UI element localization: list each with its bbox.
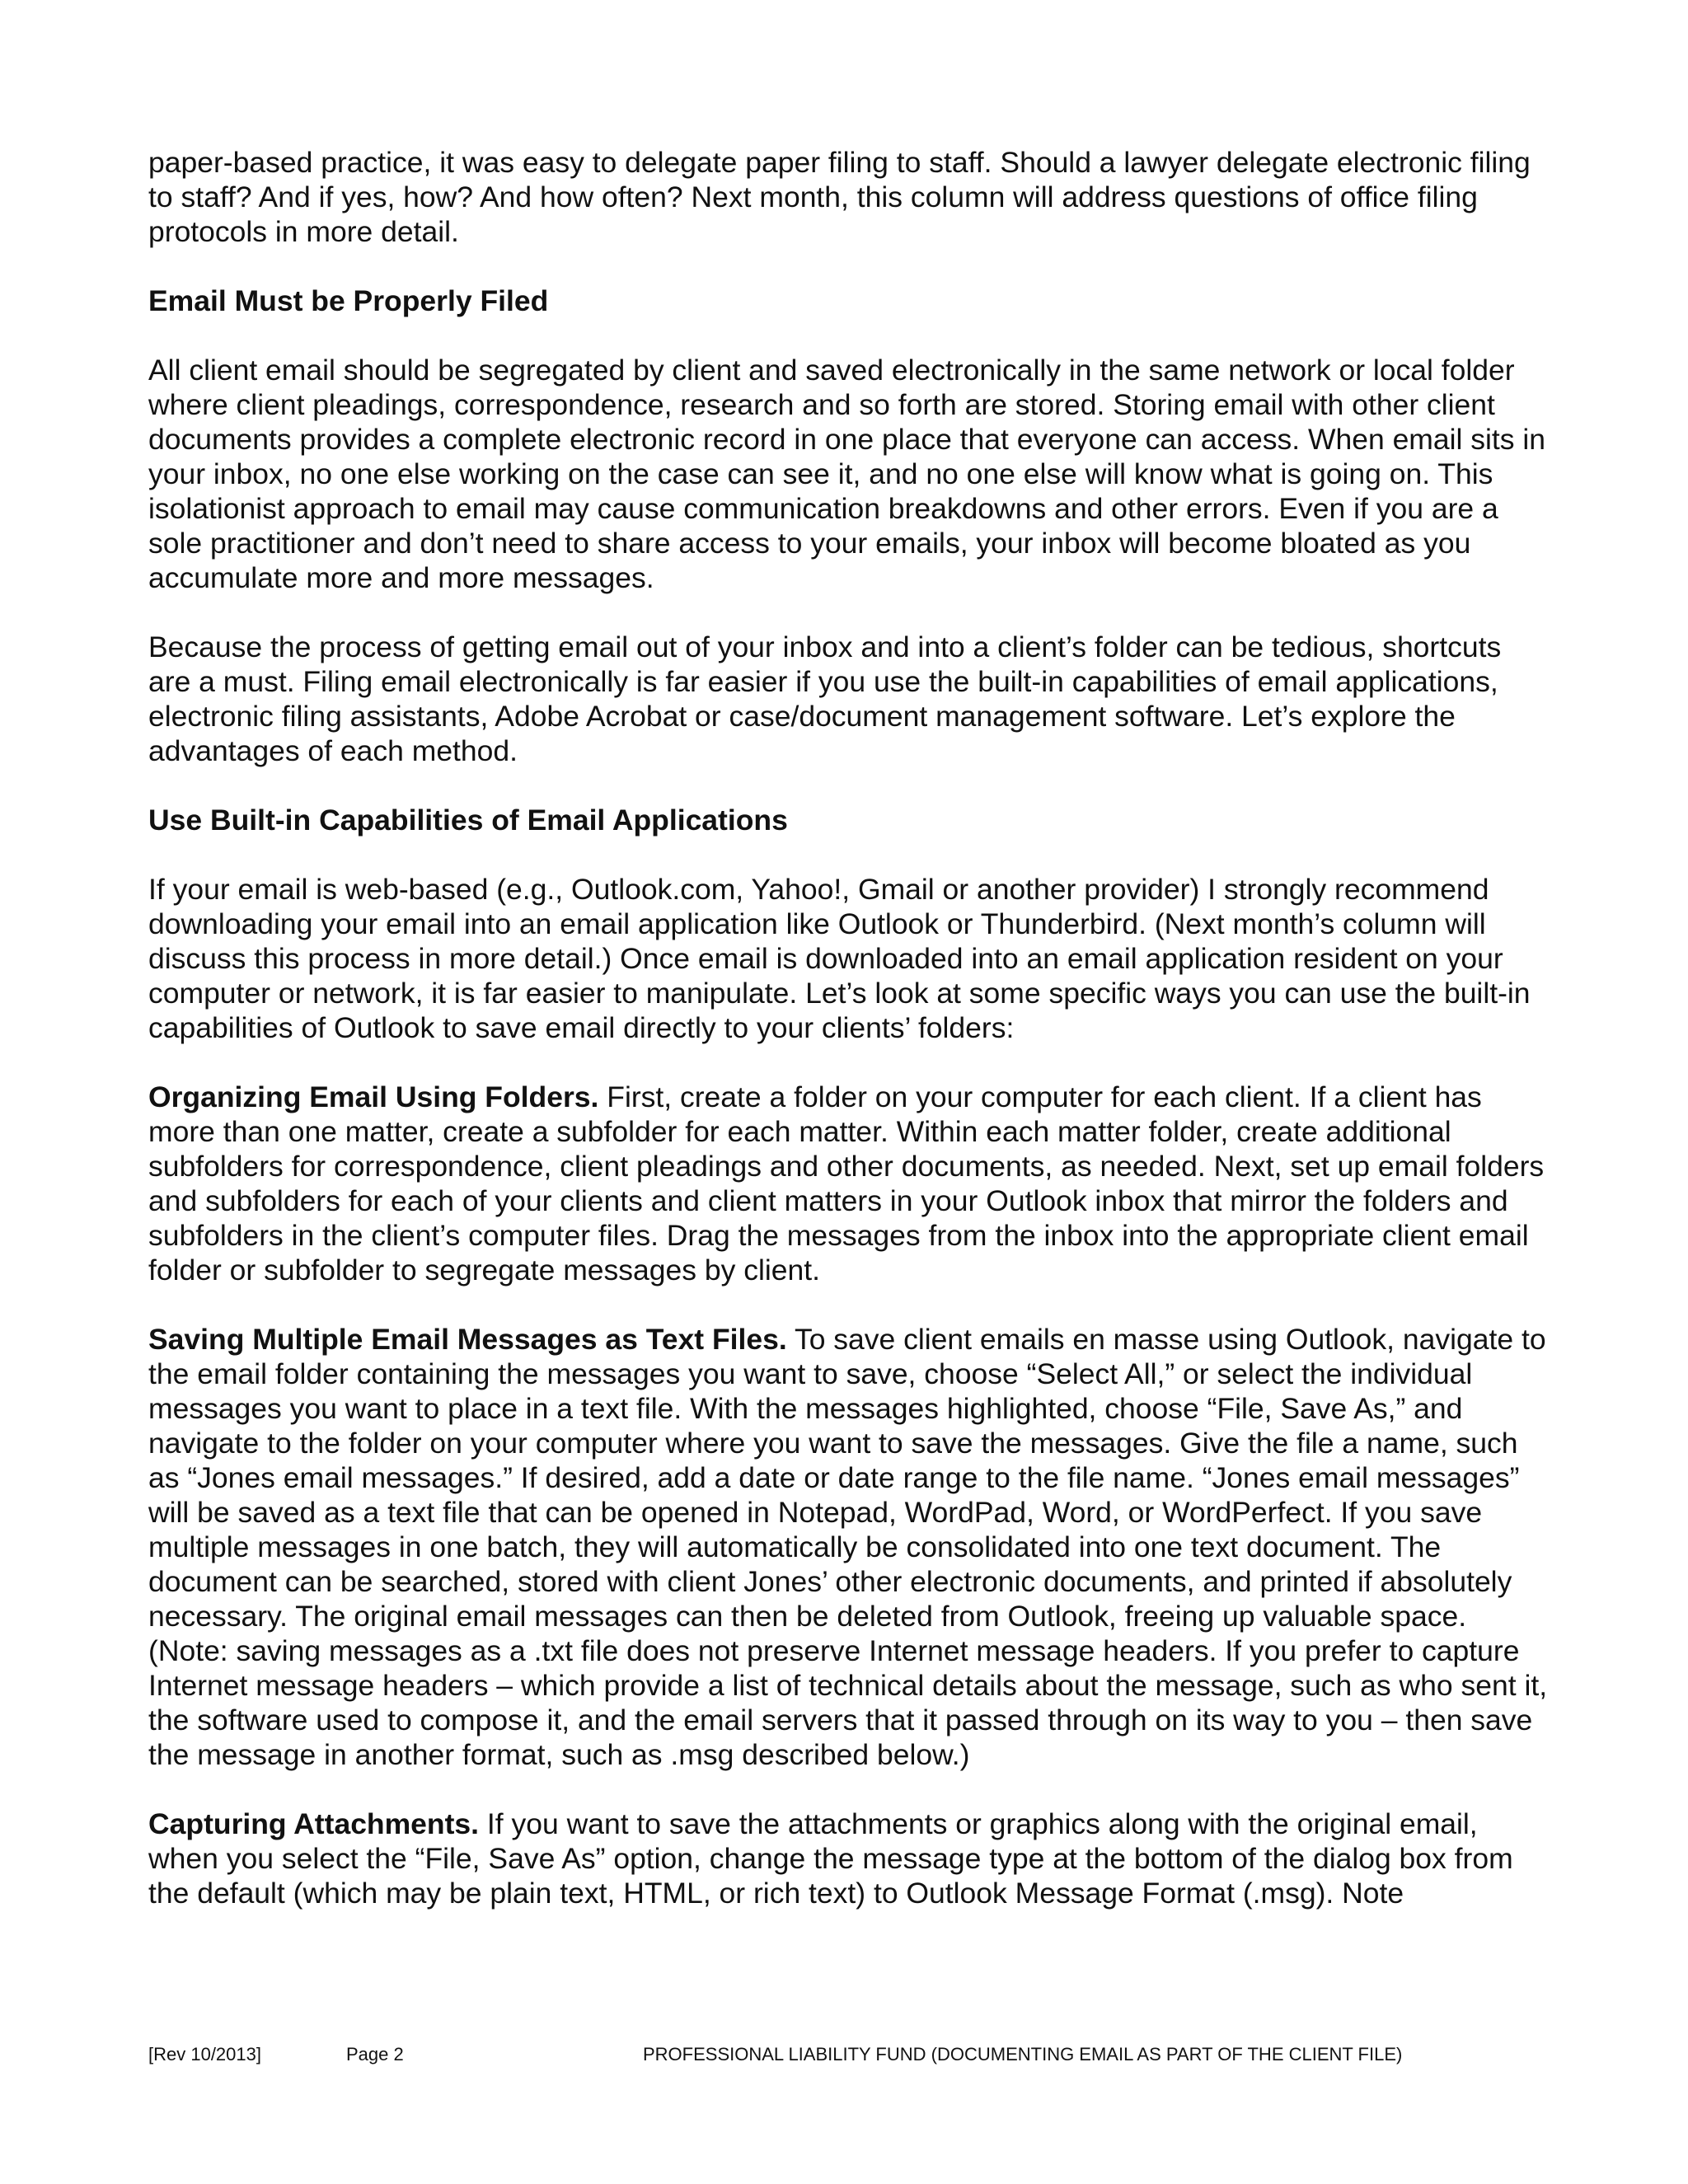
lead-text-files: Saving Multiple Email Messages as Text Files. [148,1323,787,1356]
footer-title: PROFESSIONAL LIABILITY FUND (DOCUMENTING EMAIL AS PART OF THE CLIENT FILE) [643,2044,1403,2064]
document-body [148,145,1550,1945]
paragraph-attachments [148,1807,1550,1910]
lead-attachments: Capturing Attachments. [148,1807,480,1840]
footer-page-number: Page 2 [346,2044,404,2064]
footer-revision: [Rev 10/2013] [148,2044,261,2064]
paragraph-web-based: If your email is web-based (e.g., Outlook.com, Yahoo!, Gmail or another provider) I strongly recommend downloading your email into an email application like Outlook or Thunderbird. (Next month’s column will discuss this process in more detail.) Once email is downloaded into an email application resident on your computer or network, it is far easier to manipulate. Let’s look at some specific ways you can use the built-in capabilities of Outlook to save email directly to your clients’ folders: [148,873,1531,1044]
lead-folders: Organizing Email Using Folders. [148,1080,599,1113]
body-attachments: If you want to save the attachments or graphics along with the original email, when you select the “File, Save As” option, change the message type at the bottom of the dialog box from the default (which may be plain text, HTML, or rich text) to Outlook Message Format (.msg). Note [148,1807,1513,1910]
paragraph-folders [148,1080,1550,1287]
paragraph-text-files [148,1322,1550,1772]
heading-email-filed: Email Must be Properly Filed [148,284,549,317]
body-text-files: To save client emails en masse using Outlook, navigate to the email folder containing the messages you want to save, choose “Select All,” or select the individual messages you want to place in a text file. With the messages highlighted, choose “File, Save As,” and navigate to the folder on your computer where you want to save the messages. Give the file a name, such as “Jones email messages.” If desired, add a date or date range to the file name. “Jones email messages” will be saved as a text file that can be opened in Notepad, WordPad, Word, or WordPerfect. If you save multiple messages in one batch, they will automatically be consolidated into one text document. The document can be searched, stored with client Jones’ other electronic documents, and printed if absolutely necessary. The original email messages can then be deleted from Outlook, freeing up valuable space. (Note: saving messages as a .txt file does not preserve Internet message headers. If you prefer to capture Internet message headers – which provide a list of technical details about the message, such as who sent it, the software used to compose it, and the email servers that it passed through on its way to you – then save the message in another format, such as .msg described below.) [148,1323,1548,1771]
heading-built-in: Use Built-in Capabilities of Email Applications [148,804,788,837]
paragraph-shortcuts: Because the process of getting email out of your inbox and into a client’s folder can be tedious, shortcuts are a must. Filing email electronically is far easier if you use the built-in capabilities of email applications, electronic filing assistants, Adobe Acrobat or case/document management software. Let’s explore the advantages of each method. [148,630,1502,767]
paragraph-intro: paper-based practice, it was easy to delegate paper filing to staff. Should a lawyer delegate electronic filing to staff? And if yes, how? And how often? Next month, this column will address questions of office filing protocols in more detail. [148,146,1531,248]
body-folders: First, create a folder on your computer for each client. If a client has more than one matter, create a subfolder for each matter. Within each matter folder, create additional subfolders for correspondence, client pleadings and other documents, as needed. Next, set up email folders and subfolders for each of your clients and client matters in your Outlook inbox that mirror the folders and subfolders in the client’s computer files. Drag the messages from the inbox into the appropriate client email folder or subfolder to segregate messages by client. [148,1080,1545,1286]
paragraph-segregate: All client email should be segregated by client and saved electronically in the same network or local folder where client pleadings, correspondence, research and so forth are stored. Storing email with other client documents provides a complete electronic record in one place that everyone can access. When email sits in your inbox, no one else working on the case can see it, and no one else will know what is going on. This isolationist approach to email may cause communication breakdowns and other errors. Even if you are a sole practitioner and don’t need to share access to your emails, your inbox will become bloated as you accumulate more and more messages. [148,354,1546,594]
